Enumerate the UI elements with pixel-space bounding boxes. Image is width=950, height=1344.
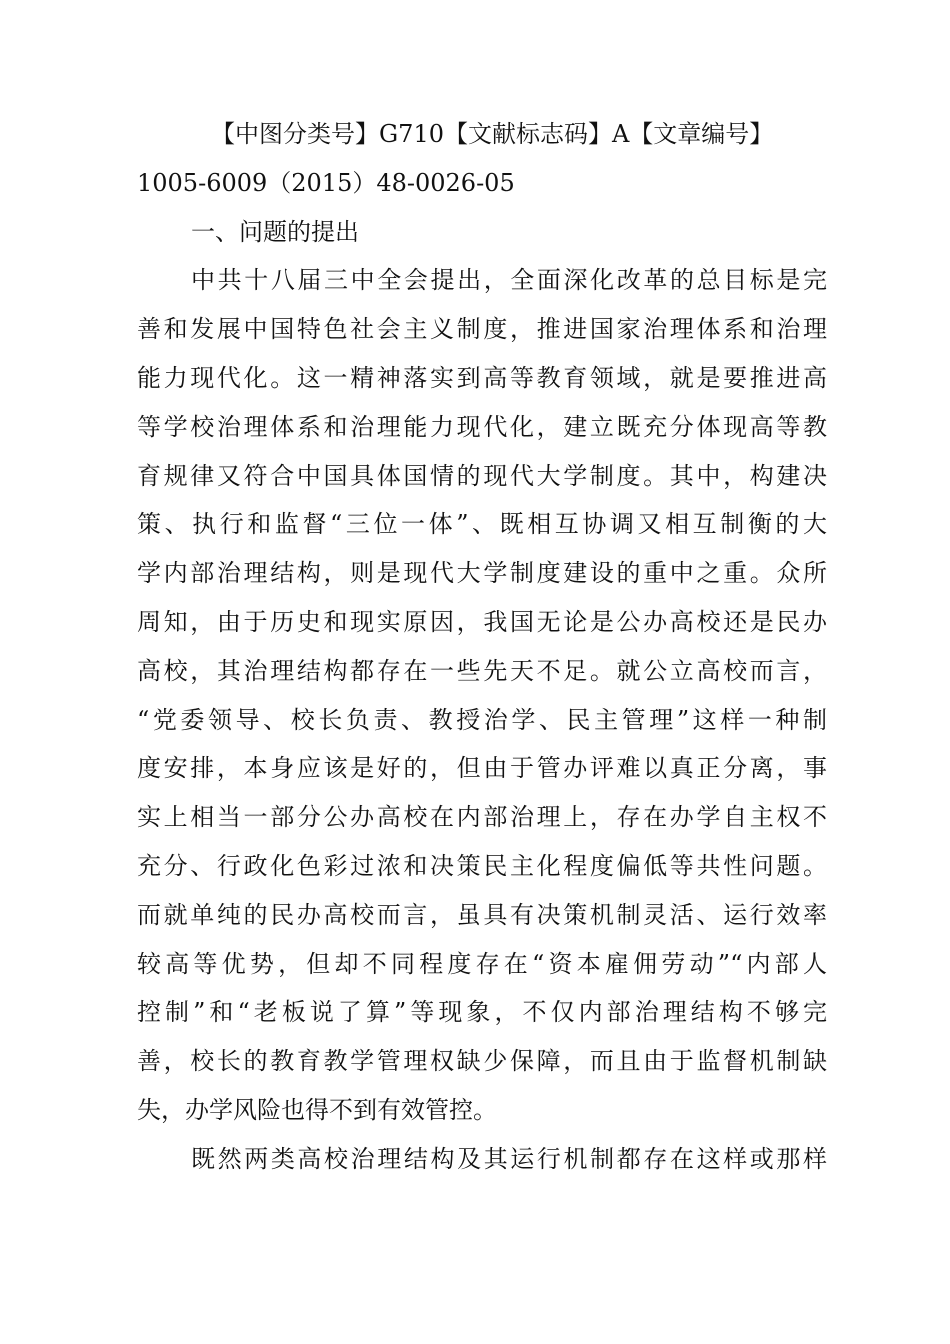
document-body — [137, 110, 827, 1184]
section-heading: 一、问题的提出 — [191, 217, 359, 246]
article-number: 1005-6009（2015）48-0026-05 — [137, 168, 515, 197]
paragraph-2 — [137, 1135, 827, 1184]
paragraph-line: 控制”和“老板说了算”等现象，不仅内部治理结构不够完 — [137, 998, 827, 1027]
paragraph-line: 而就单纯的民办高校而言，虽具有决策机制灵活、运行效率 — [137, 900, 827, 929]
paragraph-line: 策、执行和监督“三位一体”、既相互协调又相互制衡的大 — [137, 510, 827, 539]
paragraph-line: 度安排，本身应该是好的，但由于管办评难以真正分离，事 — [137, 754, 827, 783]
paragraph-line: 学内部治理结构，则是现代大学制度建设的重中之重。众所 — [137, 559, 827, 588]
paragraph-line: 充分、行政化色彩过浓和决策民主化程度偏低等共性问题。 — [137, 851, 827, 880]
paragraph-line: 失，办学风险也得不到有效管控。 — [137, 1095, 497, 1124]
paragraph-line: “党委领导、校长负责、教授治学、民主管理”这样一种制 — [137, 705, 827, 734]
paragraph-line: 等学校治理体系和治理能力现代化，建立既充分体现高等教 — [137, 412, 827, 441]
paragraph-1 — [137, 256, 827, 1134]
classification-line: 【中图分类号】G710【文献标志码】A【文章编号】 — [211, 120, 774, 148]
paragraph-line: 能力现代化。这一精神落实到高等教育领域，就是要推进高 — [137, 363, 827, 392]
paragraph-line: 善，校长的教育教学管理权缺少保障，而且由于监督机制缺 — [137, 1047, 827, 1076]
paragraph-line: 周知，由于历史和现实原因，我国无论是公办高校还是民办 — [137, 607, 827, 636]
paragraph-line: 既然两类高校治理结构及其运行机制都存在这样或那样 — [191, 1144, 827, 1173]
paragraph-line: 较高等优势，但却不同程度存在“资本雇佣劳动”“内部人 — [137, 949, 827, 978]
paragraph-line: 高校，其治理结构都存在一些先天不足。就公立高校而言， — [137, 656, 827, 685]
paragraph-line: 善和发展中国特色社会主义制度，推进国家治理体系和治理 — [137, 315, 827, 344]
paragraph-line: 中共十八届三中全会提出，全面深化改革的总目标是完 — [191, 266, 827, 295]
paragraph-line: 育规律又符合中国具体国情的现代大学制度。其中，构建决 — [137, 461, 827, 490]
paragraph-line: 实上相当一部分公办高校在内部治理上，存在办学自主权不 — [137, 803, 827, 832]
